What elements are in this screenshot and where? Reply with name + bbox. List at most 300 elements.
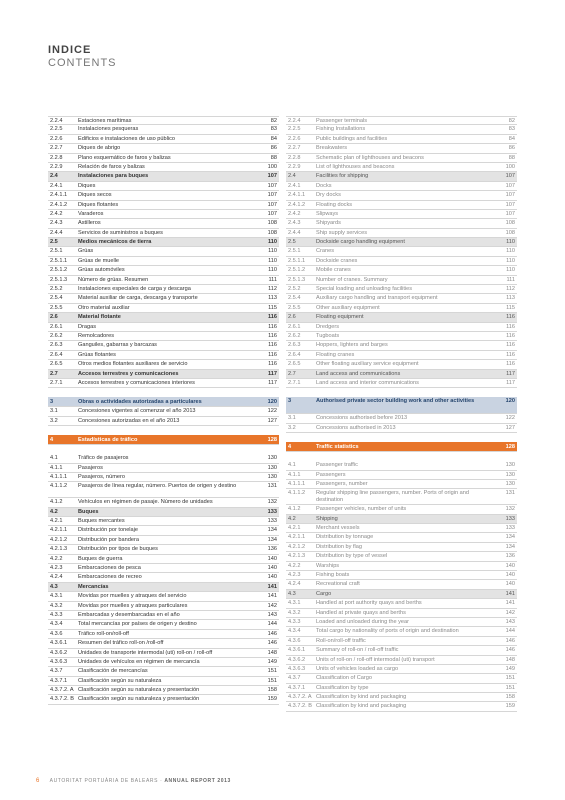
toc-entry[interactable] xyxy=(48,341,279,350)
toc-entry-page: 140 xyxy=(505,562,515,569)
toc-entry-number: 4.3 xyxy=(50,583,58,590)
toc-entry-number: 4.3.7.1 xyxy=(288,684,306,691)
toc-entry-title: Distribución por tipos de buques xyxy=(78,546,158,553)
toc-entry-number: 2.4.1.2 xyxy=(288,201,306,208)
toc-entry-number: 2.5.2 xyxy=(288,286,301,293)
toc-entry[interactable] xyxy=(286,552,517,561)
toc-entry-number: 4.3.6.1 xyxy=(50,640,68,647)
toc-entry[interactable] xyxy=(286,637,517,646)
toc-entry[interactable] xyxy=(286,163,517,172)
toc-entry[interactable] xyxy=(48,482,279,498)
toc-entry-title: Astilleros xyxy=(78,220,101,227)
toc-entry[interactable] xyxy=(286,656,517,665)
toc-entry[interactable] xyxy=(286,562,517,571)
toc-entry-page: 142 xyxy=(267,602,277,609)
toc-entry[interactable] xyxy=(286,304,517,313)
toc-entry-page: 116 xyxy=(506,361,515,368)
toc-entry-page: 117 xyxy=(268,379,277,386)
toc-entry-page: 151 xyxy=(505,675,515,682)
toc-entry[interactable] xyxy=(48,517,279,526)
toc-entry-number: 2.5.1.2 xyxy=(288,267,306,274)
toc-entry[interactable] xyxy=(286,360,517,369)
toc-entry-page: 159 xyxy=(267,696,277,703)
toc-entry[interactable] xyxy=(48,332,279,341)
toc-entry[interactable] xyxy=(286,351,517,360)
toc-entry[interactable] xyxy=(48,545,279,554)
toc-entry-title: Distribution by flag xyxy=(316,543,363,550)
title-english: CONTENTS xyxy=(48,57,117,69)
toc-entry-number: 2.4.2 xyxy=(50,210,63,217)
toc-entry[interactable] xyxy=(286,323,517,332)
section-gap xyxy=(48,445,279,454)
toc-entry-number: 2.2.5 xyxy=(50,126,63,133)
toc-spanish-column xyxy=(48,116,279,705)
toc-entry-title: Classification by kind and packaging xyxy=(316,703,407,710)
toc-entry[interactable] xyxy=(48,154,279,163)
toc-entry-title: Unidades de vehículos en régimen de mercancía xyxy=(78,658,200,665)
toc-entry-title: Dockside cargo handling equipment xyxy=(316,239,405,246)
toc-entry-title: Edificios e instalaciones de uso público xyxy=(78,135,176,142)
toc-entry[interactable] xyxy=(48,163,279,172)
toc-entry-page: 159 xyxy=(505,703,515,710)
toc-entry[interactable] xyxy=(48,323,279,332)
toc-entry[interactable] xyxy=(286,191,517,200)
toc-entry-title: Diques secos xyxy=(78,192,112,199)
toc-entry-number: 2.4.3 xyxy=(50,220,63,227)
toc-entry-title: Distribución por tonelaje xyxy=(78,527,139,534)
toc-entry-page: 142 xyxy=(505,609,515,616)
toc-entry-page: 136 xyxy=(267,546,277,553)
toc-entry-title: Obras o actividades autorizadas a particulares xyxy=(78,399,202,406)
toc-subsection-heading[interactable] xyxy=(48,313,279,322)
toc-entry-title: Other floating auxiliary service equipment xyxy=(316,361,419,368)
toc-entry-number: 3.2 xyxy=(50,417,58,424)
toc-entry-page: 110 xyxy=(506,239,515,246)
toc-entry-page: 140 xyxy=(505,581,515,588)
toc-entry-number: 2.2.9 xyxy=(50,163,63,170)
toc-entry-number: 4.3.6.3 xyxy=(50,658,68,665)
toc-entry[interactable] xyxy=(48,210,279,219)
toc-entry[interactable] xyxy=(48,611,279,620)
toc-entry-number: 2.2.7 xyxy=(50,145,63,152)
toc-entry-page: 110 xyxy=(267,239,277,246)
toc-entry-page: 146 xyxy=(505,647,515,654)
toc-entry[interactable] xyxy=(48,125,279,134)
toc-entry[interactable] xyxy=(286,461,517,470)
toc-entry[interactable] xyxy=(48,360,279,369)
toc-entry-number: 2.5.1.3 xyxy=(50,276,68,283)
toc-entry-page: 132 xyxy=(505,506,515,513)
toc-entry-number: 4.1.1 xyxy=(288,471,301,478)
toc-entry[interactable] xyxy=(48,573,279,582)
toc-entry-number: 2.4.4 xyxy=(288,229,301,236)
toc-subsection-heading[interactable] xyxy=(286,370,517,379)
toc-section-heading[interactable] xyxy=(286,442,517,452)
toc-entry-title: Vehículos en régimen de pasaje. Número de unidades xyxy=(78,499,213,506)
toc-entry[interactable] xyxy=(286,480,517,489)
toc-entry-page: 141 xyxy=(505,600,515,607)
toc-entry[interactable] xyxy=(286,505,517,514)
toc-entry-title: Other auxiliary equipment xyxy=(316,304,380,311)
toc-entry[interactable] xyxy=(286,247,517,256)
toc-entry-page: 110 xyxy=(268,267,277,274)
toc-entry[interactable] xyxy=(48,667,279,676)
toc-entry[interactable] xyxy=(286,693,517,702)
toc-subsection-heading[interactable] xyxy=(48,238,279,247)
toc-entry-number: 2.6.1 xyxy=(288,323,301,330)
toc-entry[interactable] xyxy=(286,210,517,219)
toc-entry[interactable] xyxy=(286,182,517,191)
toc-entry[interactable] xyxy=(286,571,517,580)
toc-entry[interactable] xyxy=(286,471,517,480)
toc-entry-number: 4.2.4 xyxy=(50,574,63,581)
toc-entry[interactable] xyxy=(48,351,279,360)
toc-entry[interactable] xyxy=(48,686,279,695)
toc-entry-page: 84 xyxy=(270,135,277,142)
toc-entry-title: Classification by type xyxy=(316,684,369,691)
toc-entry-number: 2.4.4 xyxy=(50,229,63,236)
toc-entry-number: 2.6.4 xyxy=(50,351,63,358)
toc-entry[interactable] xyxy=(286,276,517,285)
toc-entry-page: 116 xyxy=(267,314,277,321)
toc-entry-page: 133 xyxy=(505,515,515,522)
toc-entry[interactable] xyxy=(48,191,279,200)
toc-entry[interactable] xyxy=(48,658,279,667)
toc-entry[interactable] xyxy=(286,154,517,163)
toc-entry-number: 2.7.1 xyxy=(50,379,63,386)
toc-entry[interactable] xyxy=(286,332,517,341)
toc-entry-number: 4.3.1 xyxy=(288,600,301,607)
toc-entry-number: 2.5 xyxy=(288,239,296,246)
toc-section-heading[interactable] xyxy=(286,397,517,414)
toc-entry-number: 4.3.7.2. B xyxy=(288,703,312,710)
toc-entry-title: Movidas por muelles y atraques del servicio xyxy=(78,593,187,600)
toc-entry-page: 83 xyxy=(270,126,277,133)
toc-entry-title: List of lighthouses and beacons xyxy=(316,163,395,170)
toc-entry[interactable] xyxy=(286,627,517,636)
toc-entry[interactable] xyxy=(286,702,517,711)
toc-entry[interactable] xyxy=(48,526,279,535)
toc-entry-number: 2.2.7 xyxy=(288,145,301,152)
toc-entry[interactable] xyxy=(48,630,279,639)
toc-entry[interactable] xyxy=(286,543,517,552)
toc-entry-title: Distribución por bandera xyxy=(78,536,139,543)
toc-entry[interactable] xyxy=(286,618,517,627)
toc-entry-title: Otros medios flotantes auxiliares de servicio xyxy=(78,361,188,368)
toc-subsection-heading[interactable] xyxy=(286,238,517,247)
toc-entry[interactable] xyxy=(48,407,279,416)
toc-entry-number: 2.5.2 xyxy=(50,286,63,293)
toc-entry-number: 2.5.1.1 xyxy=(288,257,306,264)
toc-subsection-heading[interactable] xyxy=(286,590,517,599)
toc-entry-title: Hoppers, lighters and barges xyxy=(316,342,388,349)
toc-entry-title: Plano esquemático de faros y balizas xyxy=(78,154,171,161)
toc-entry[interactable] xyxy=(48,257,279,266)
toc-entry-title: Clasificación según su naturaleza y presentación xyxy=(78,696,200,703)
toc-entry[interactable] xyxy=(48,536,279,545)
toc-entry-number: 2.5.4 xyxy=(288,295,301,302)
toc-entry[interactable] xyxy=(48,304,279,313)
toc-entry-title: Buques de guerra xyxy=(78,555,123,562)
toc-entry-number: 4.2.1.3 xyxy=(288,553,306,560)
toc-entry-number: 4.1.1.2 xyxy=(288,490,306,497)
toc-entry-page: 116 xyxy=(268,351,277,358)
toc-entry-page: 131 xyxy=(505,490,515,497)
toc-entry-title: Warships xyxy=(316,562,340,569)
toc-entry[interactable] xyxy=(286,665,517,674)
toc-entry-title: Buques mercantes xyxy=(78,518,125,525)
toc-entry-title: Clasificación de mercancías xyxy=(78,668,148,675)
toc-entry-title: Number of cranes. Summary xyxy=(316,276,388,283)
toc-entry[interactable] xyxy=(286,379,517,388)
toc-entry-number: 4.3.6 xyxy=(50,630,63,637)
toc-entry[interactable] xyxy=(48,639,279,648)
toc-entry-page: 100 xyxy=(267,163,277,170)
toc-entry[interactable] xyxy=(286,674,517,683)
toc-entry[interactable] xyxy=(48,464,279,473)
toc-entry-title: Diques xyxy=(78,182,96,189)
toc-entry-page: 148 xyxy=(505,656,515,663)
toc-entry-page: 149 xyxy=(505,665,515,672)
toc-entry[interactable] xyxy=(286,414,517,423)
toc-entry[interactable] xyxy=(286,684,517,693)
toc-entry-title: Docks xyxy=(316,182,332,189)
toc-entry[interactable] xyxy=(286,609,517,618)
toc-entry[interactable] xyxy=(48,276,279,285)
toc-entry[interactable] xyxy=(48,266,279,275)
toc-entry[interactable] xyxy=(48,592,279,601)
toc-entry-number: 4.3.7.2. A xyxy=(288,694,312,701)
toc-entry-page: 140 xyxy=(267,565,277,572)
toc-entry-title: Floating docks xyxy=(316,201,353,208)
toc-entry-title: Land access and interior communications xyxy=(316,379,419,386)
toc-entry-number: 4.1.1.1 xyxy=(288,480,306,487)
section-gap xyxy=(48,388,279,397)
toc-entry[interactable] xyxy=(286,135,517,144)
toc-entry-number: 4.1 xyxy=(288,462,296,469)
toc-entry-number: 4.2.1.2 xyxy=(50,536,68,543)
toc-entry-number: 2.4.1.1 xyxy=(288,192,306,199)
toc-entry-page: 134 xyxy=(267,527,277,534)
toc-entry-title: Shipyards xyxy=(316,220,341,227)
toc-entry[interactable] xyxy=(48,247,279,256)
toc-subsection-heading[interactable] xyxy=(48,172,279,181)
toc-entry[interactable] xyxy=(286,219,517,228)
toc-entry-number: 4.3.3 xyxy=(288,618,301,625)
toc-entry-page: 133 xyxy=(505,525,515,532)
toc-entry-title: Material auxiliar de carga, descarga y transporte xyxy=(78,295,198,302)
toc-entry-page: 130 xyxy=(505,471,515,478)
toc-entry-title: Tugboats xyxy=(316,332,340,339)
toc-entry-title: Ganguiles, gabarras y barcazas xyxy=(78,342,157,349)
toc-entry-number: 2.6.4 xyxy=(288,351,301,358)
toc-entry-number: 2.2.6 xyxy=(288,135,301,142)
toc-entry[interactable] xyxy=(48,620,279,629)
toc-entry-number: 2.6.5 xyxy=(50,361,63,368)
toc-entry-title: Embarcadas y desembarcadas en el año xyxy=(78,611,180,618)
toc-entry-number: 4.3.2 xyxy=(50,602,63,609)
toc-entry-title: Dragas xyxy=(78,323,97,330)
toc-entry-number: 4.1 xyxy=(50,455,58,462)
toc-entry-page: 144 xyxy=(505,628,515,635)
toc-entry[interactable] xyxy=(48,294,279,303)
toc-entry-page: 112 xyxy=(268,286,277,293)
toc-entry[interactable] xyxy=(48,229,279,238)
toc-entry-number: 4.2.1 xyxy=(50,518,63,525)
toc-entry-title: Shipping xyxy=(316,515,338,522)
toc-entry-title: Authorised private sector building work and other activities xyxy=(316,398,475,405)
toc-entry[interactable] xyxy=(48,649,279,658)
toc-entry-title: Tráfico de pasajeros xyxy=(78,455,129,462)
toc-entry-number: 2.4.1.2 xyxy=(50,201,68,208)
toc-entry-number: 2.5.4 xyxy=(50,295,63,302)
toc-section-heading[interactable] xyxy=(48,397,279,407)
toc-entry[interactable] xyxy=(48,677,279,686)
toc-entry[interactable] xyxy=(286,144,517,153)
toc-entry-title: Cranes xyxy=(316,248,335,255)
toc-entry-page: 116 xyxy=(268,323,277,330)
toc-entry-page: 82 xyxy=(270,118,277,124)
toc-entry-number: 2.5.5 xyxy=(50,304,63,311)
toc-entry-title: Passenger vehicles, number of units xyxy=(316,506,407,513)
toc-entry[interactable] xyxy=(48,144,279,153)
toc-entry-number: 4.1.2 xyxy=(288,506,301,513)
toc-entry[interactable] xyxy=(48,555,279,564)
toc-entry[interactable] xyxy=(286,599,517,608)
toc-entry-page: 132 xyxy=(267,499,277,506)
toc-entry[interactable] xyxy=(286,489,517,505)
toc-entry[interactable] xyxy=(286,285,517,294)
toc-entry-page: 146 xyxy=(505,637,515,644)
toc-entry-number: 4.3.1 xyxy=(50,593,63,600)
toc-entry-number: 2.4.1.1 xyxy=(50,192,68,199)
toc-entry[interactable] xyxy=(48,417,279,426)
toc-entry-number: 2.5.5 xyxy=(288,304,301,311)
toc-entry-number: 4.1.1.2 xyxy=(50,483,68,490)
toc-entry-title: Grúas flotantes xyxy=(78,351,116,358)
toc-entry-page: 120 xyxy=(267,399,277,406)
toc-entry-page: 100 xyxy=(505,163,515,170)
toc-entry[interactable] xyxy=(48,695,279,704)
toc-entry-title: Clasificación según su naturaleza y presentación xyxy=(78,687,200,694)
toc-entry-number: 4.2.4 xyxy=(288,581,301,588)
toc-entry-page: 107 xyxy=(267,210,277,217)
toc-subsection-heading[interactable] xyxy=(286,313,517,322)
toc-entry-title: Mobile cranes xyxy=(316,267,351,274)
toc-entry-number: 2.2.9 xyxy=(288,163,301,170)
toc-entry-title: Concessions authorised before 2013 xyxy=(316,415,408,422)
toc-entry-number: 2.6 xyxy=(50,314,58,321)
toc-entry[interactable] xyxy=(286,424,517,433)
toc-entry-page: 108 xyxy=(267,229,277,236)
toc-entry-title: Remolcadores xyxy=(78,332,115,339)
toc-entry[interactable] xyxy=(48,135,279,144)
toc-entry-title: Floating cranes xyxy=(316,351,355,358)
toc-entry[interactable] xyxy=(48,602,279,611)
section-gap xyxy=(286,433,517,442)
toc-subsection-heading[interactable] xyxy=(48,583,279,592)
toc-entry-number: 4.3.7 xyxy=(288,675,301,682)
toc-entry[interactable] xyxy=(48,201,279,210)
toc-entry-page: 143 xyxy=(505,618,515,625)
toc-entry[interactable] xyxy=(48,182,279,191)
toc-entry-number: 4 xyxy=(288,444,292,451)
toc-entry-number: 4.3 xyxy=(288,590,296,597)
toc-entry-number: 4.3.4 xyxy=(288,628,301,635)
toc-entry-page: 113 xyxy=(506,295,515,302)
toc-entry-title: Special loading and unloading facilities xyxy=(316,286,413,293)
toc-entry-page: 146 xyxy=(267,640,277,647)
toc-entry[interactable] xyxy=(286,533,517,542)
toc-entry[interactable] xyxy=(48,285,279,294)
toc-entry-title: Otro material auxiliar xyxy=(78,304,130,311)
toc-entry-title: Pasajeros, número xyxy=(78,473,125,480)
toc-entry-number: 2.6.3 xyxy=(50,342,63,349)
toc-entry[interactable] xyxy=(286,201,517,210)
toc-entry-page: 140 xyxy=(267,574,277,581)
toc-entry[interactable] xyxy=(48,219,279,228)
toc-entry-title: Grúas automóviles xyxy=(78,267,125,274)
toc-subsection-heading[interactable] xyxy=(48,370,279,379)
toc-entry-number: 4.2.1 xyxy=(288,525,301,532)
toc-entry-number: 4.2.1.1 xyxy=(50,527,68,534)
toc-entry-page: 143 xyxy=(267,611,277,618)
toc-subsection-heading[interactable] xyxy=(48,508,279,517)
toc-subsection-heading[interactable] xyxy=(286,172,517,181)
toc-entry[interactable] xyxy=(286,229,517,238)
toc-entry[interactable] xyxy=(286,580,517,589)
toc-entry[interactable] xyxy=(286,524,517,533)
toc-entry[interactable] xyxy=(48,454,279,463)
toc-entry-page: 116 xyxy=(268,332,277,339)
toc-entry-number: 2.2.8 xyxy=(288,154,301,161)
toc-entry-number: 2.6.3 xyxy=(288,342,301,349)
toc-entry-title: Floating equipment xyxy=(316,314,364,321)
toc-subsection-heading[interactable] xyxy=(286,515,517,524)
toc-entry-number: 2.7 xyxy=(288,370,296,377)
toc-entry-page: 151 xyxy=(267,668,277,675)
toc-entry[interactable] xyxy=(286,125,517,134)
toc-entry[interactable] xyxy=(48,379,279,388)
toc-entry-page: 110 xyxy=(268,257,277,264)
toc-entry-number: 2.5 xyxy=(50,239,58,246)
toc-entry[interactable] xyxy=(48,116,279,125)
toc-entry-page: 88 xyxy=(270,154,277,161)
toc-entry[interactable] xyxy=(48,498,279,507)
toc-entry[interactable] xyxy=(286,266,517,275)
toc-entry-title: Facilities for shipping xyxy=(316,173,369,180)
toc-entry-number: 4.3.7 xyxy=(50,668,63,675)
toc-entry-number: 4.2.1.1 xyxy=(288,534,306,541)
toc-entry[interactable] xyxy=(48,564,279,573)
toc-entry-page: 130 xyxy=(267,464,277,471)
toc-entry[interactable] xyxy=(48,473,279,482)
toc-entry-page: 117 xyxy=(506,379,515,386)
toc-entry-title: Loaded and unloaded during the year xyxy=(316,618,409,625)
toc-entry[interactable] xyxy=(286,257,517,266)
toc-entry-page: 131 xyxy=(267,483,277,490)
toc-entry[interactable] xyxy=(286,116,517,125)
toc-entry-number: 4.3.2 xyxy=(288,609,301,616)
toc-entry-title: Buques xyxy=(78,508,99,515)
toc-entry-title: Embarcaciones de recreo xyxy=(78,574,142,581)
toc-section-heading[interactable] xyxy=(48,435,279,445)
toc-entry[interactable] xyxy=(286,294,517,303)
toc-entry-title: Dockside cranes xyxy=(316,257,358,264)
toc-entry[interactable] xyxy=(286,646,517,655)
toc-entry-title: Ship supply services xyxy=(316,229,367,236)
toc-entry[interactable] xyxy=(286,341,517,350)
